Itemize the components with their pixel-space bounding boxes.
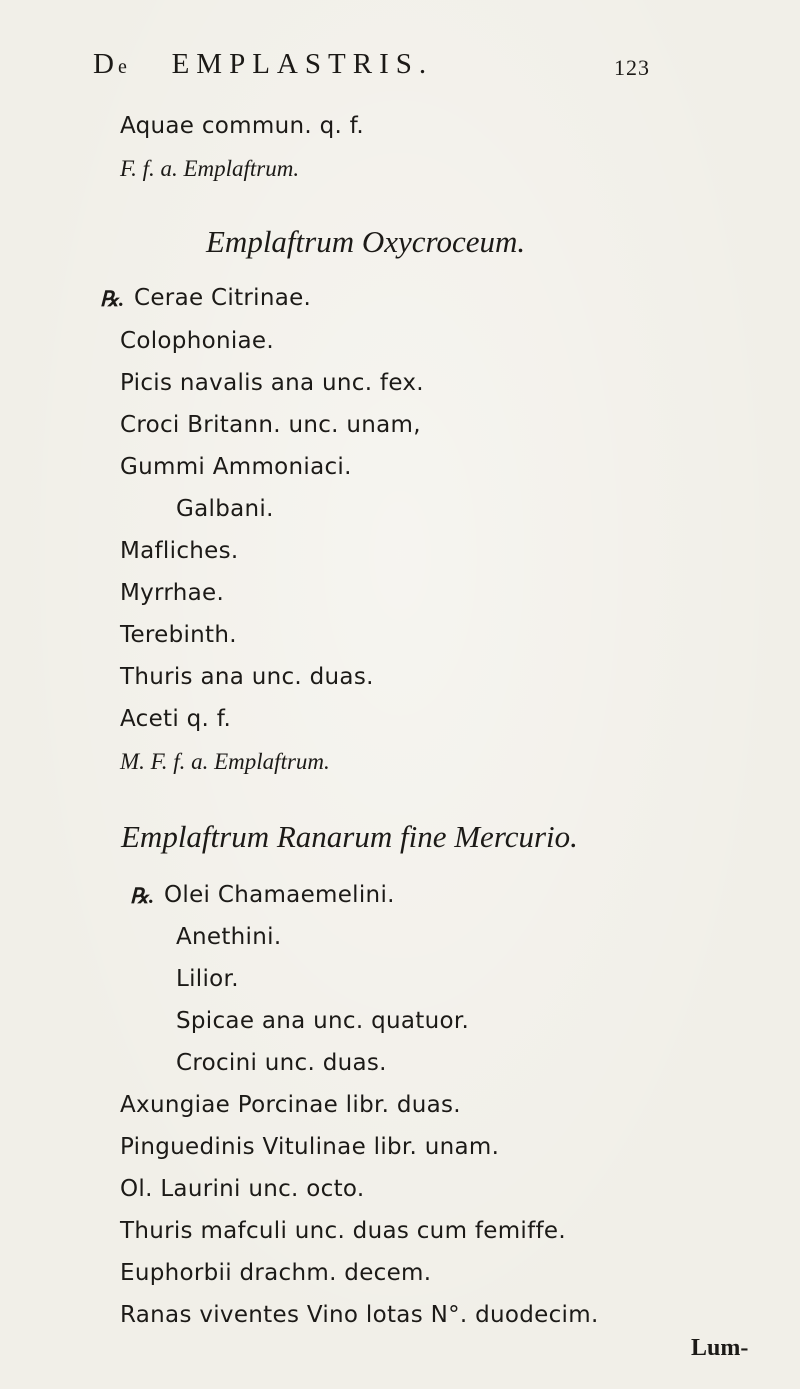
- recipe-symbol: ℞.: [100, 287, 125, 311]
- ingredient-line: Lilior.: [176, 966, 239, 992]
- header-de-capital: D: [93, 48, 118, 80]
- header-de-small: e: [117, 56, 129, 78]
- ingredient-line: Crocini unc. duas.: [176, 1050, 387, 1076]
- ingredient-line: Axungiae Porcinae libr. duas.: [120, 1092, 461, 1118]
- ingredient-line: Anethini.: [176, 924, 282, 950]
- ingredient-line: Galbani.: [176, 496, 274, 522]
- ingredient-line: Euphorbii drachm. decem.: [120, 1260, 432, 1286]
- ingredient-line: Terebinth.: [120, 622, 237, 648]
- ingredient-line: Picis navalis ana unc. fex.: [120, 370, 424, 396]
- ingredient-line: Pinguedinis Vitulinae libr. unam.: [120, 1134, 500, 1160]
- closing-line: F. f. a. Emplaftrum.: [120, 156, 300, 181]
- ingredient-line: Cerae Citrinae.: [134, 285, 312, 311]
- ingredient-line: Croci Britann. unc. unam,: [120, 412, 421, 438]
- text-line: Aquae commun. q. f.: [120, 113, 365, 139]
- closing-line: M. F. f. a. Emplaftrum.: [120, 749, 330, 774]
- ingredient-line: Myrrhae.: [120, 580, 225, 606]
- ingredient-line: Thuris mafculi unc. duas cum femiffe.: [120, 1218, 566, 1244]
- page-number: 123: [614, 55, 650, 80]
- ingredient-line: Mafliches.: [120, 538, 239, 564]
- recipe-title: Emplaftrum Ranarum fine Mercurio.: [121, 819, 578, 854]
- running-header: [93, 50, 433, 79]
- ingredient-line: Gummi Ammoniaci.: [120, 454, 352, 480]
- header-title: EMPLASTRIS.: [171, 48, 434, 80]
- ingredient-line: Olei Chamaemelini.: [164, 882, 395, 908]
- recipe-symbol: ℞.: [130, 884, 155, 908]
- catchword: Lum-: [691, 1335, 749, 1361]
- ingredient-line: Colophoniae.: [120, 328, 274, 354]
- ingredient-line: Spicae ana unc. quatuor.: [176, 1008, 470, 1034]
- ingredient-line: Ol. Laurini unc. octo.: [120, 1176, 365, 1202]
- recipe-title: Emplaftrum Oxycroceum.: [206, 224, 526, 259]
- ingredient-line: Thuris ana unc. duas.: [120, 664, 374, 690]
- ingredient-line: Ranas viventes Vino lotas N°. duodecim.: [120, 1302, 599, 1328]
- ingredient-line: Aceti q. f.: [120, 706, 232, 732]
